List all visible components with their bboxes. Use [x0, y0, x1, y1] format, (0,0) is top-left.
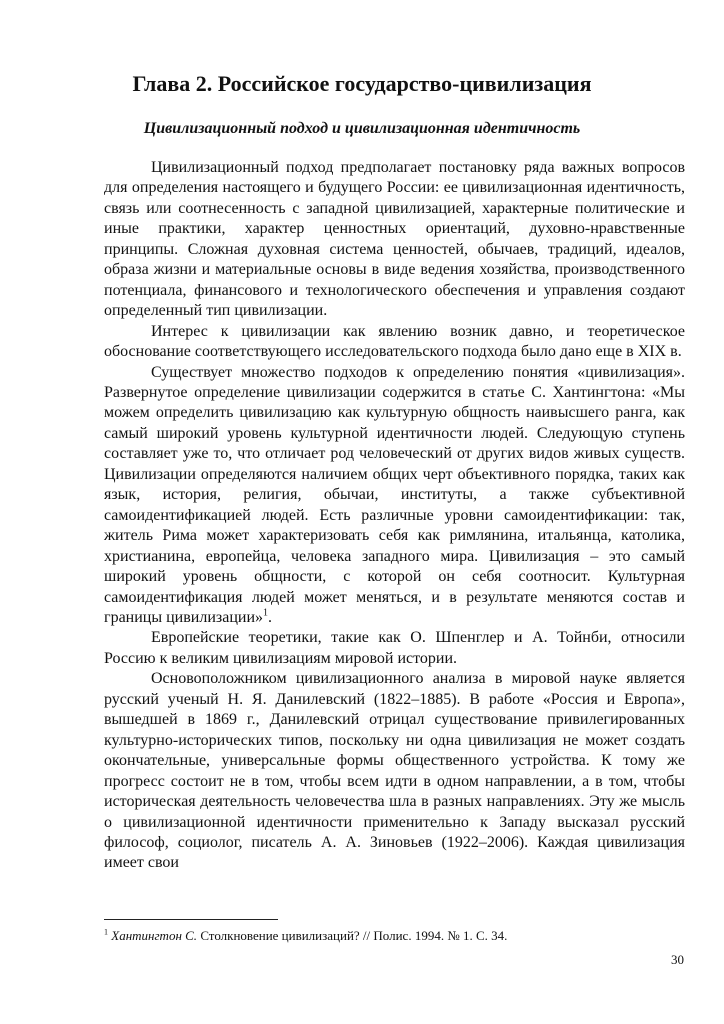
paragraph: Цивилизационный подход предполагает постановку ряда важных вопросов для определения настоящего и будущего России: ее цивилизационная идентичность, связь или соотнесенность с западной цивилизацией, характерные политические и иные практики, характер ценностных ориентаций, духовно-нравственные принципы. Сложная духовная система ценностей, обычаев, традиций, идеалов, образа жизни и материальные основы в виде ведения хозяйства, производственного потенциала, финансового и технологического обеспечения и управления создают определенный тип цивилизации. [104, 159, 685, 320]
paragraph: Европейские теоретики, такие как О. Шпенглер и А. Тойнби, относили Россию к великим цивилизациям мировой истории. [104, 629, 685, 667]
footnote [104, 927, 685, 944]
footnote-text: Столкновение цивилизаций? // Полис. 1994. № 1. С. 34. [197, 928, 508, 943]
footnote-divider [104, 919, 278, 920]
footnote-reference[interactable]: 1 [263, 607, 268, 619]
chapter-title: Глава 2. Российское государство-цивилизация [132, 71, 592, 96]
footnote-marker: 1 [104, 927, 108, 937]
paragraph-with-footnote-ref: Существует множество подходов к определению понятия «цивилизация». Развернутое определение цивилизации содержится в статье С. Хантингтона: «Мы можем определить цивилизацию как культурную общность наивысшего ранга, как самый широкий уровень культурной идентичности людей. Следующую ступень составляет уже то, что отличает род человеческий от других видов живых существ. Цивилизации определяются наличием общих черт объективного порядка, таких как язык, история, религия, обычаи, институты, а также субъективной самоидентификацией людей. Есть различные уровни самоидентификации: так, житель Рима может характеризовать себя как римлянина, итальянца, католика, христианина, европейца, человека западного мира. Цивилизация – это самый широкий уровень общности, с которой он себя соотносит. Культурная самоидентификация людей может меняться, и в результате меняются состав и границы цивилизации»$^1$. [104, 363, 685, 626]
page-number: 30 [671, 952, 684, 967]
body-text [104, 158, 685, 874]
footnote-author: Хантингтон С. [111, 928, 198, 943]
section-title: Цивилизационный подход и цивилизационная идентичность [143, 120, 581, 137]
paragraph-text: Существует множество подходов к определению понятия «цивилизация». Развернутое определение цивилизации содержится в статье С. Хантингтона: «Мы можем определить цивилизацию как культурную общность наивысшего ранга, как самый широкий уровень культурной идентичности людей. Следующую ступень составляет уже то, что отличает род человеческий от других видов живых существ. Цивилизации определяются наличием общих черт объективного порядка, таких как язык, история, религия, обычаи, институты, а также субъективной самоидентификацией людей. Есть различные уровни самоидентификации: так, житель Рима может характеризовать себя как римлянина, итальянца, католика, христианина, европейца, человека западного мира. Цивилизация – это самый широкий уровень общности, с которой он себя соотносит. Культурная самоидентификация людей может меняться, и в результате меняются состав и границы цивилизации» [104, 363, 685, 626]
paragraph: Основоположником цивилизационного анализа в мировой науке является русский ученый Н. Я. Данилевский (1822–1885). В работе «Россия и Европа», вышедшей в 1869 г., Данилевский отрицал существование привилегированных культурно-исторических типов, поскольку ни одна цивилизация не может создать окончательные, универсальные формы общественного устройства. К тому же прогресс состоит не в том, чтобы всем идти в одном направлении, а в том, чтобы историческая деятельность человечества шла в разных направлениях. Эту же мысль о цивилизационной идентичности применительно к Западу высказал русский философ, социолог, писатель А. А. Зиновьев (1922–2006). Каждая цивилизация имеет свои [104, 670, 685, 872]
paragraph: Интерес к цивилизации как явлению возник давно, и теоретическое обоснование соответствующего исследовательского подхода было дано еще в XIX в. [104, 322, 685, 361]
